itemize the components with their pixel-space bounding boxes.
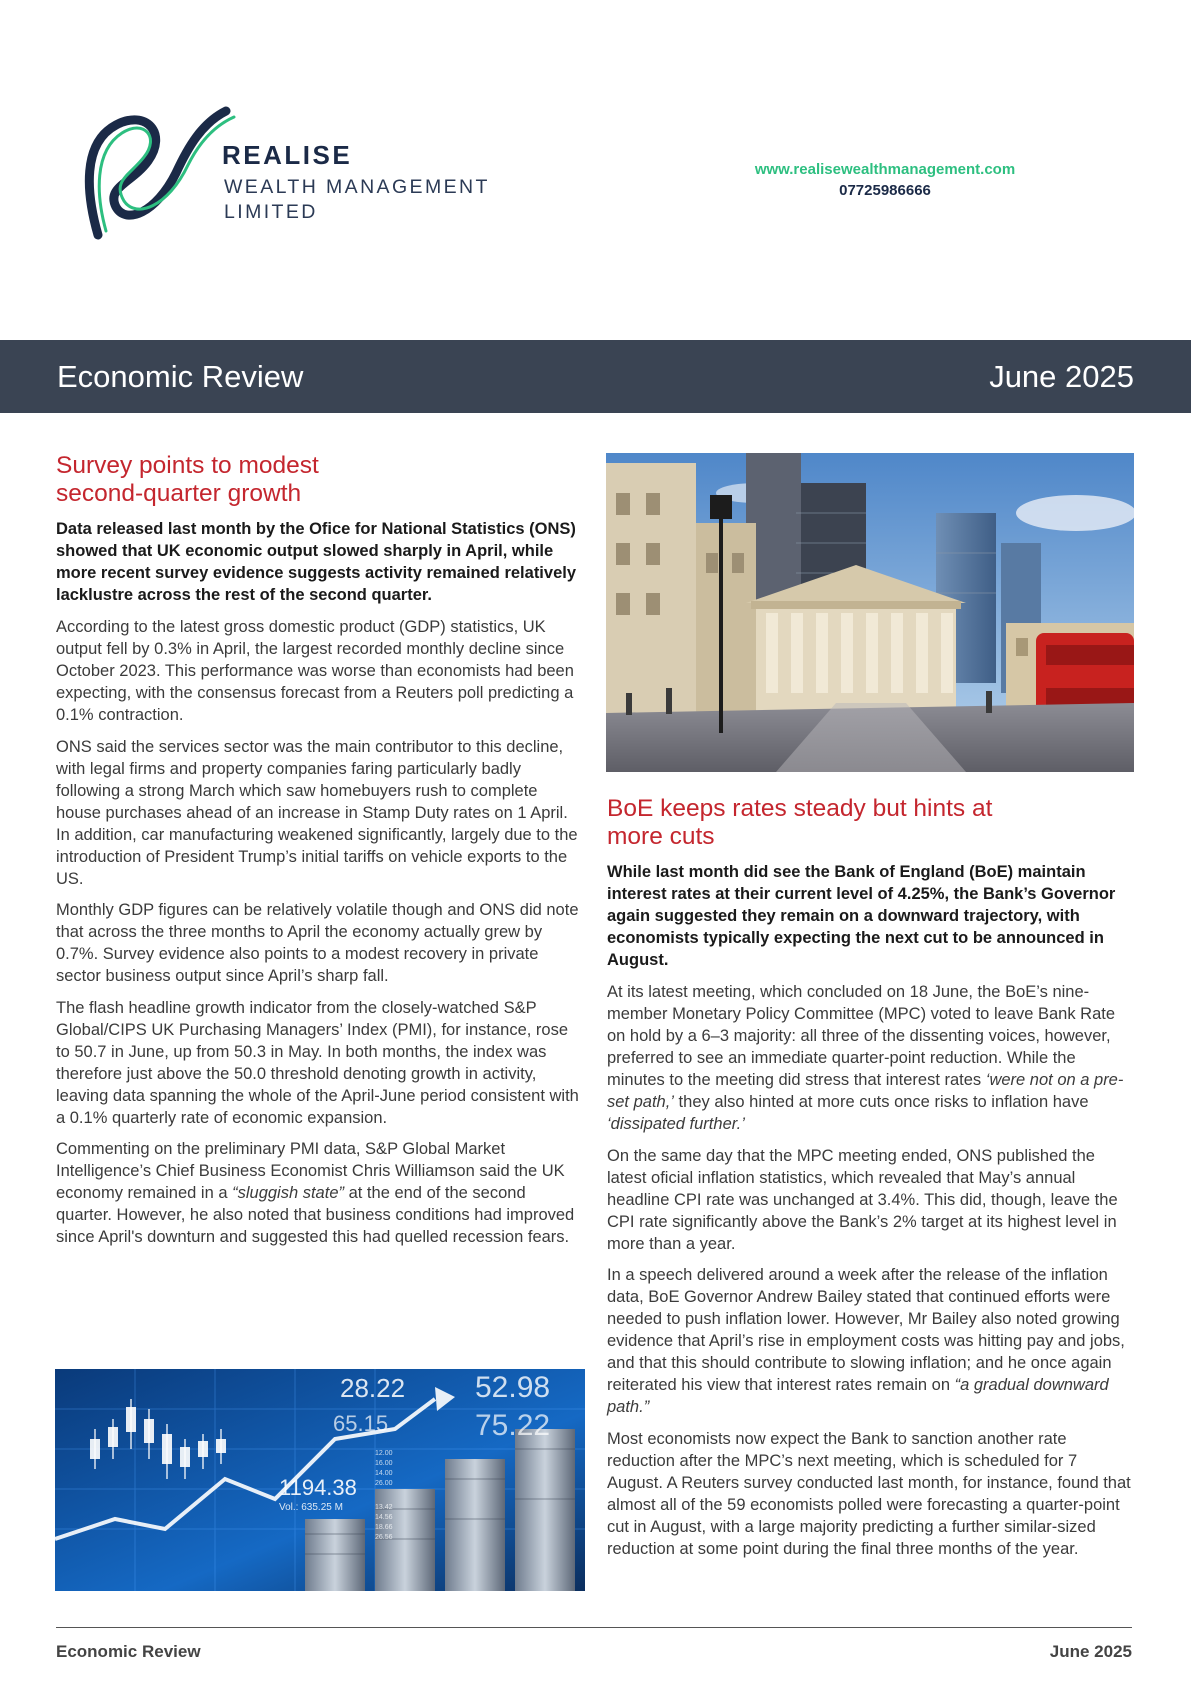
market-number-2: 52.98 bbox=[475, 1371, 551, 1404]
quote-text: ‘dissipated further.’ bbox=[607, 1115, 745, 1133]
brand-name: REALISE bbox=[222, 140, 353, 170]
article-boe bbox=[607, 795, 1132, 1569]
contact-block bbox=[720, 159, 1050, 201]
website-link[interactable]: www.realisewealthmanagement.com bbox=[754, 161, 1016, 178]
banner-title: Economic Review bbox=[57, 359, 304, 394]
quote-text: ‘were not on a pre-set path,’ bbox=[607, 1071, 1124, 1111]
heading-line-2: second-quarter growth bbox=[56, 480, 302, 507]
phone-number[interactable]: 07725986666 bbox=[839, 182, 931, 199]
market-small-value: 26.56 bbox=[375, 1534, 393, 1541]
heading-line-1: Survey points to modest bbox=[56, 452, 319, 479]
market-small-value: 12.00 bbox=[375, 1450, 393, 1457]
article-gdp-lead: Data released last month by the Ofice for National Statistics (ONS) showed that UK economic output slowed sharply in April, while more recent survey evidence suggests activity remained relatively lacklustre across the rest of the second quarter. bbox=[56, 520, 577, 604]
company-logo bbox=[76, 103, 536, 243]
brand-line-2: LIMITED bbox=[224, 201, 318, 223]
article-gdp-paragraph: ONS said the services sector was the main contributor to this decline, with legal firms and property companies faring particularly badly following a strong March which saw homebuyers rush to complete house purchases ahead of an increase in Stamp Duty rates on 1 April. In addition, car manufacturing weakened significantly, largely due to the introduction of President Trump’s initial tariffs on vehicle exports to the US. bbox=[56, 737, 578, 888]
article-gdp-paragraph bbox=[56, 1138, 581, 1248]
text-run: Commenting on the preliminary PMI data, S&P Global Market Intelligence’s Chief Business Economist Chris Williamson said the UK economy remained in a bbox=[56, 1140, 565, 1202]
article-boe-lead: While last month did see the Bank of England (BoE) maintain interest rates at their current level of 4.25%, the Bank’s Governor again suggested they remain on a downward trajectory, with economists typically expecting the next cut to be announced in August. bbox=[607, 863, 1116, 969]
article-gdp-paragraph: Monthly GDP figures can be relatively volatile though and ONS did note that across the three months to April the economy actually grew by 0.7%. Survey evidence also points to a modest recovery in private sector business output since April’s sharp fall. bbox=[56, 901, 579, 985]
article-gdp-paragraph: According to the latest gross domestic product (GDP) statistics, UK output fell by 0.3% in April, the largest recorded monthly decline since October 2023. This performance was worse than economists had been expecting, with the consensus forecast from a Reuters poll predicting a 0.1% contraction. bbox=[56, 618, 574, 724]
article-boe-paragraph: Most economists now expect the Bank to sanction another rate reduction after the MPC’s next meeting, which is scheduled for 7 August. A Reuters survey conducted last month, for instance, found that almost all of the 59 economists polled were forecasting a quarter-point cut in August, with a large majority predicting a further similar-sized reduction at some point during the final three months of the year. bbox=[607, 1429, 1131, 1558]
market-number-4: 75.22 bbox=[475, 1409, 551, 1442]
market-small-value: 16.00 bbox=[375, 1460, 393, 1467]
footer-date: June 2025 bbox=[1049, 1642, 1132, 1661]
footer-divider bbox=[56, 1627, 1132, 1628]
market-price: 1194.38 bbox=[279, 1475, 357, 1500]
bank-street-illustration bbox=[606, 453, 1134, 772]
text-run: In a speech delivered around a week after the release of the inflation data, BoE Governor Andrew Bailey stated that continued efforts were needed to push inflation lower. However, Mr Bailey also noted growing evidence that April’s rise in employment costs was hitting pay and jobs, and that this should contribute to slowing inflation; and he once again reiterated his view that interest rates remain on bbox=[607, 1266, 1125, 1394]
article-boe-paragraph bbox=[607, 1264, 1132, 1418]
market-small-value: 26.00 bbox=[375, 1480, 393, 1487]
market-small-value: 14.56 bbox=[375, 1514, 393, 1521]
article-boe-paragraph: On the same day that the MPC meeting ended, ONS published the latest oficial inflation statistics, which revealed that May’s annual headline CPI rate was unchanged at 3.4%. This did, though, leave the CPI rate significantly above the Bank’s 2% target at its highest level in more than a year. bbox=[607, 1146, 1118, 1253]
article-boe-paragraph bbox=[607, 981, 1132, 1135]
brand-subtitle bbox=[224, 175, 490, 225]
brand-line-1: WEALTH MANAGEMENT bbox=[224, 176, 490, 198]
article-boe-heading bbox=[607, 795, 1132, 851]
market-small-value: 13.42 bbox=[375, 1504, 393, 1511]
market-small-value: 18.66 bbox=[375, 1524, 393, 1531]
heading-line-1: BoE keeps rates steady but hints at bbox=[607, 795, 993, 822]
quote-text: “a gradual downward path.” bbox=[607, 1376, 1109, 1416]
quote-text: “sluggish state” bbox=[232, 1184, 344, 1202]
market-number-1: 28.22 bbox=[340, 1373, 406, 1403]
article-gdp bbox=[56, 452, 581, 1258]
article-gdp-heading bbox=[56, 452, 581, 508]
market-volume: Vol.: 635.25 M bbox=[279, 1502, 343, 1513]
logo-mark-icon bbox=[76, 103, 236, 243]
text-run: at the end of the second quarter. However, he also noted that business conditions had improved since April's downturn and suggested this had quelled recession fears. bbox=[56, 1184, 575, 1246]
title-banner bbox=[0, 340, 1191, 413]
heading-line-2: more cuts bbox=[607, 823, 715, 850]
article-gdp-paragraph: The flash headline growth indicator from the closely-watched S&P Global/CIPS UK Purchasing Managers’ Index (PMI), for instance, rose to 50.7 in June, up from 50.3 in May. In both months, the index was therefore just above the 50.0 threshold denoting growth in activity, leaving data spanning the whole of the April-June period consistent with a 0.1% quarterly rate of economic expansion. bbox=[56, 998, 579, 1127]
banner-date: June 2025 bbox=[989, 359, 1134, 394]
stock-market-illustration bbox=[55, 1369, 585, 1591]
text-run: they also hinted at more cuts once risks to inflation have bbox=[673, 1093, 1089, 1111]
text-run: At its latest meeting, which concluded on 18 June, the BoE’s nine-member Monetary Policy Committee (MPC) voted to leave Bank Rate on hold by a 6–3 majority: all three of the dissenting voices, however, preferred to see an immediate quarter-point reduction. While the minutes to the meeting did stress that interest rates bbox=[607, 983, 1116, 1089]
stock-market-photo bbox=[55, 1369, 585, 1591]
bank-of-england-photo bbox=[606, 453, 1134, 772]
market-small-value: 14.00 bbox=[375, 1470, 393, 1477]
market-number-3: 65.15 bbox=[333, 1411, 389, 1436]
footer-title: Economic Review bbox=[56, 1642, 201, 1661]
